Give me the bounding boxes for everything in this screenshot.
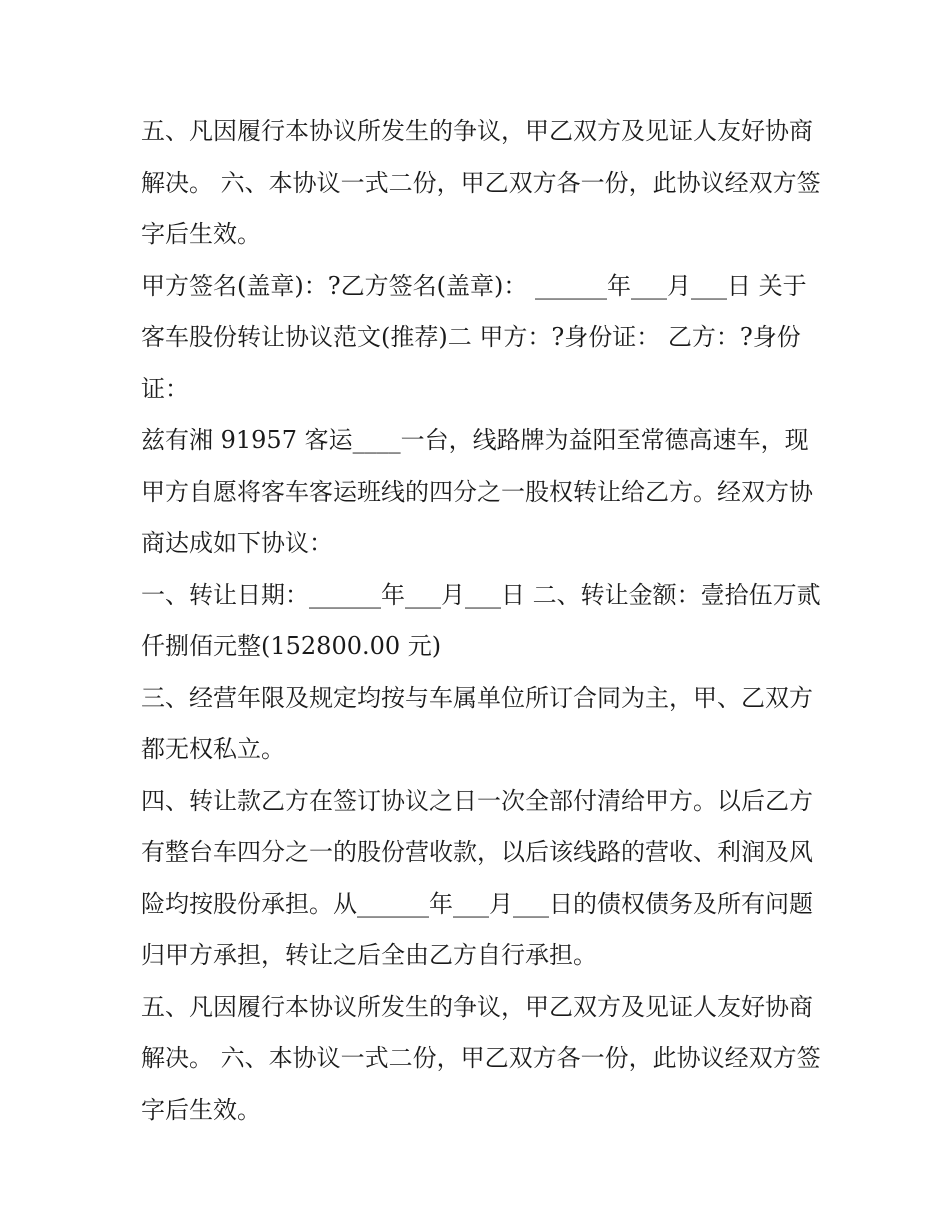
paragraph-dispute-resolution: 五、凡因履行本协议所发生的争议，甲乙双方及见证人友好协商解决。 六、本协议一式二份，甲乙双方各一份，此协议经双方签字后生效。 [141, 117, 821, 248]
paragraph-vehicle-transfer: 兹有湘 91957 客运____一台，线路牌为益阳至常德高速车，现甲方自愿将客车客运班线的四分之一股权转让给乙方。经双方协商达成如下协议： [141, 426, 813, 557]
document-body [141, 106, 821, 1136]
paragraph-payment: 四、转让款乙方在签订协议之日一次全部付清给甲方。以后乙方有整台车四分之一的股份营收款，以后该线路的营收、利润及风险均按股份承担。从______年___月___日的债权债务及所有问题归甲方承担，转让之后全由乙方自行承担。 [141, 786, 813, 969]
paragraph-dispute-resolution-repeat: 五、凡因履行本协议所发生的争议，甲乙双方及见证人友好协商解决。 六、本协议一式二份，甲乙双方各一份，此协议经双方签字后生效。 [141, 992, 821, 1124]
paragraph-date-amount: 一、转让日期：______年___月___日 二、转让金额：壹拾伍万贰仟捌佰元整(152800.00 元) [141, 580, 821, 660]
paragraph-signatures: 甲方签名(盖章)：?乙方签名(盖章)： ______年___月___日 关于客车股份转让协议范文(推荐)二 甲方：?身份证： 乙方：?身份证： [141, 271, 807, 403]
paragraph-operating-term: 三、经营年限及规定均按与车属单位所订合同为主，甲、乙双方都无权私立。 [141, 683, 813, 763]
